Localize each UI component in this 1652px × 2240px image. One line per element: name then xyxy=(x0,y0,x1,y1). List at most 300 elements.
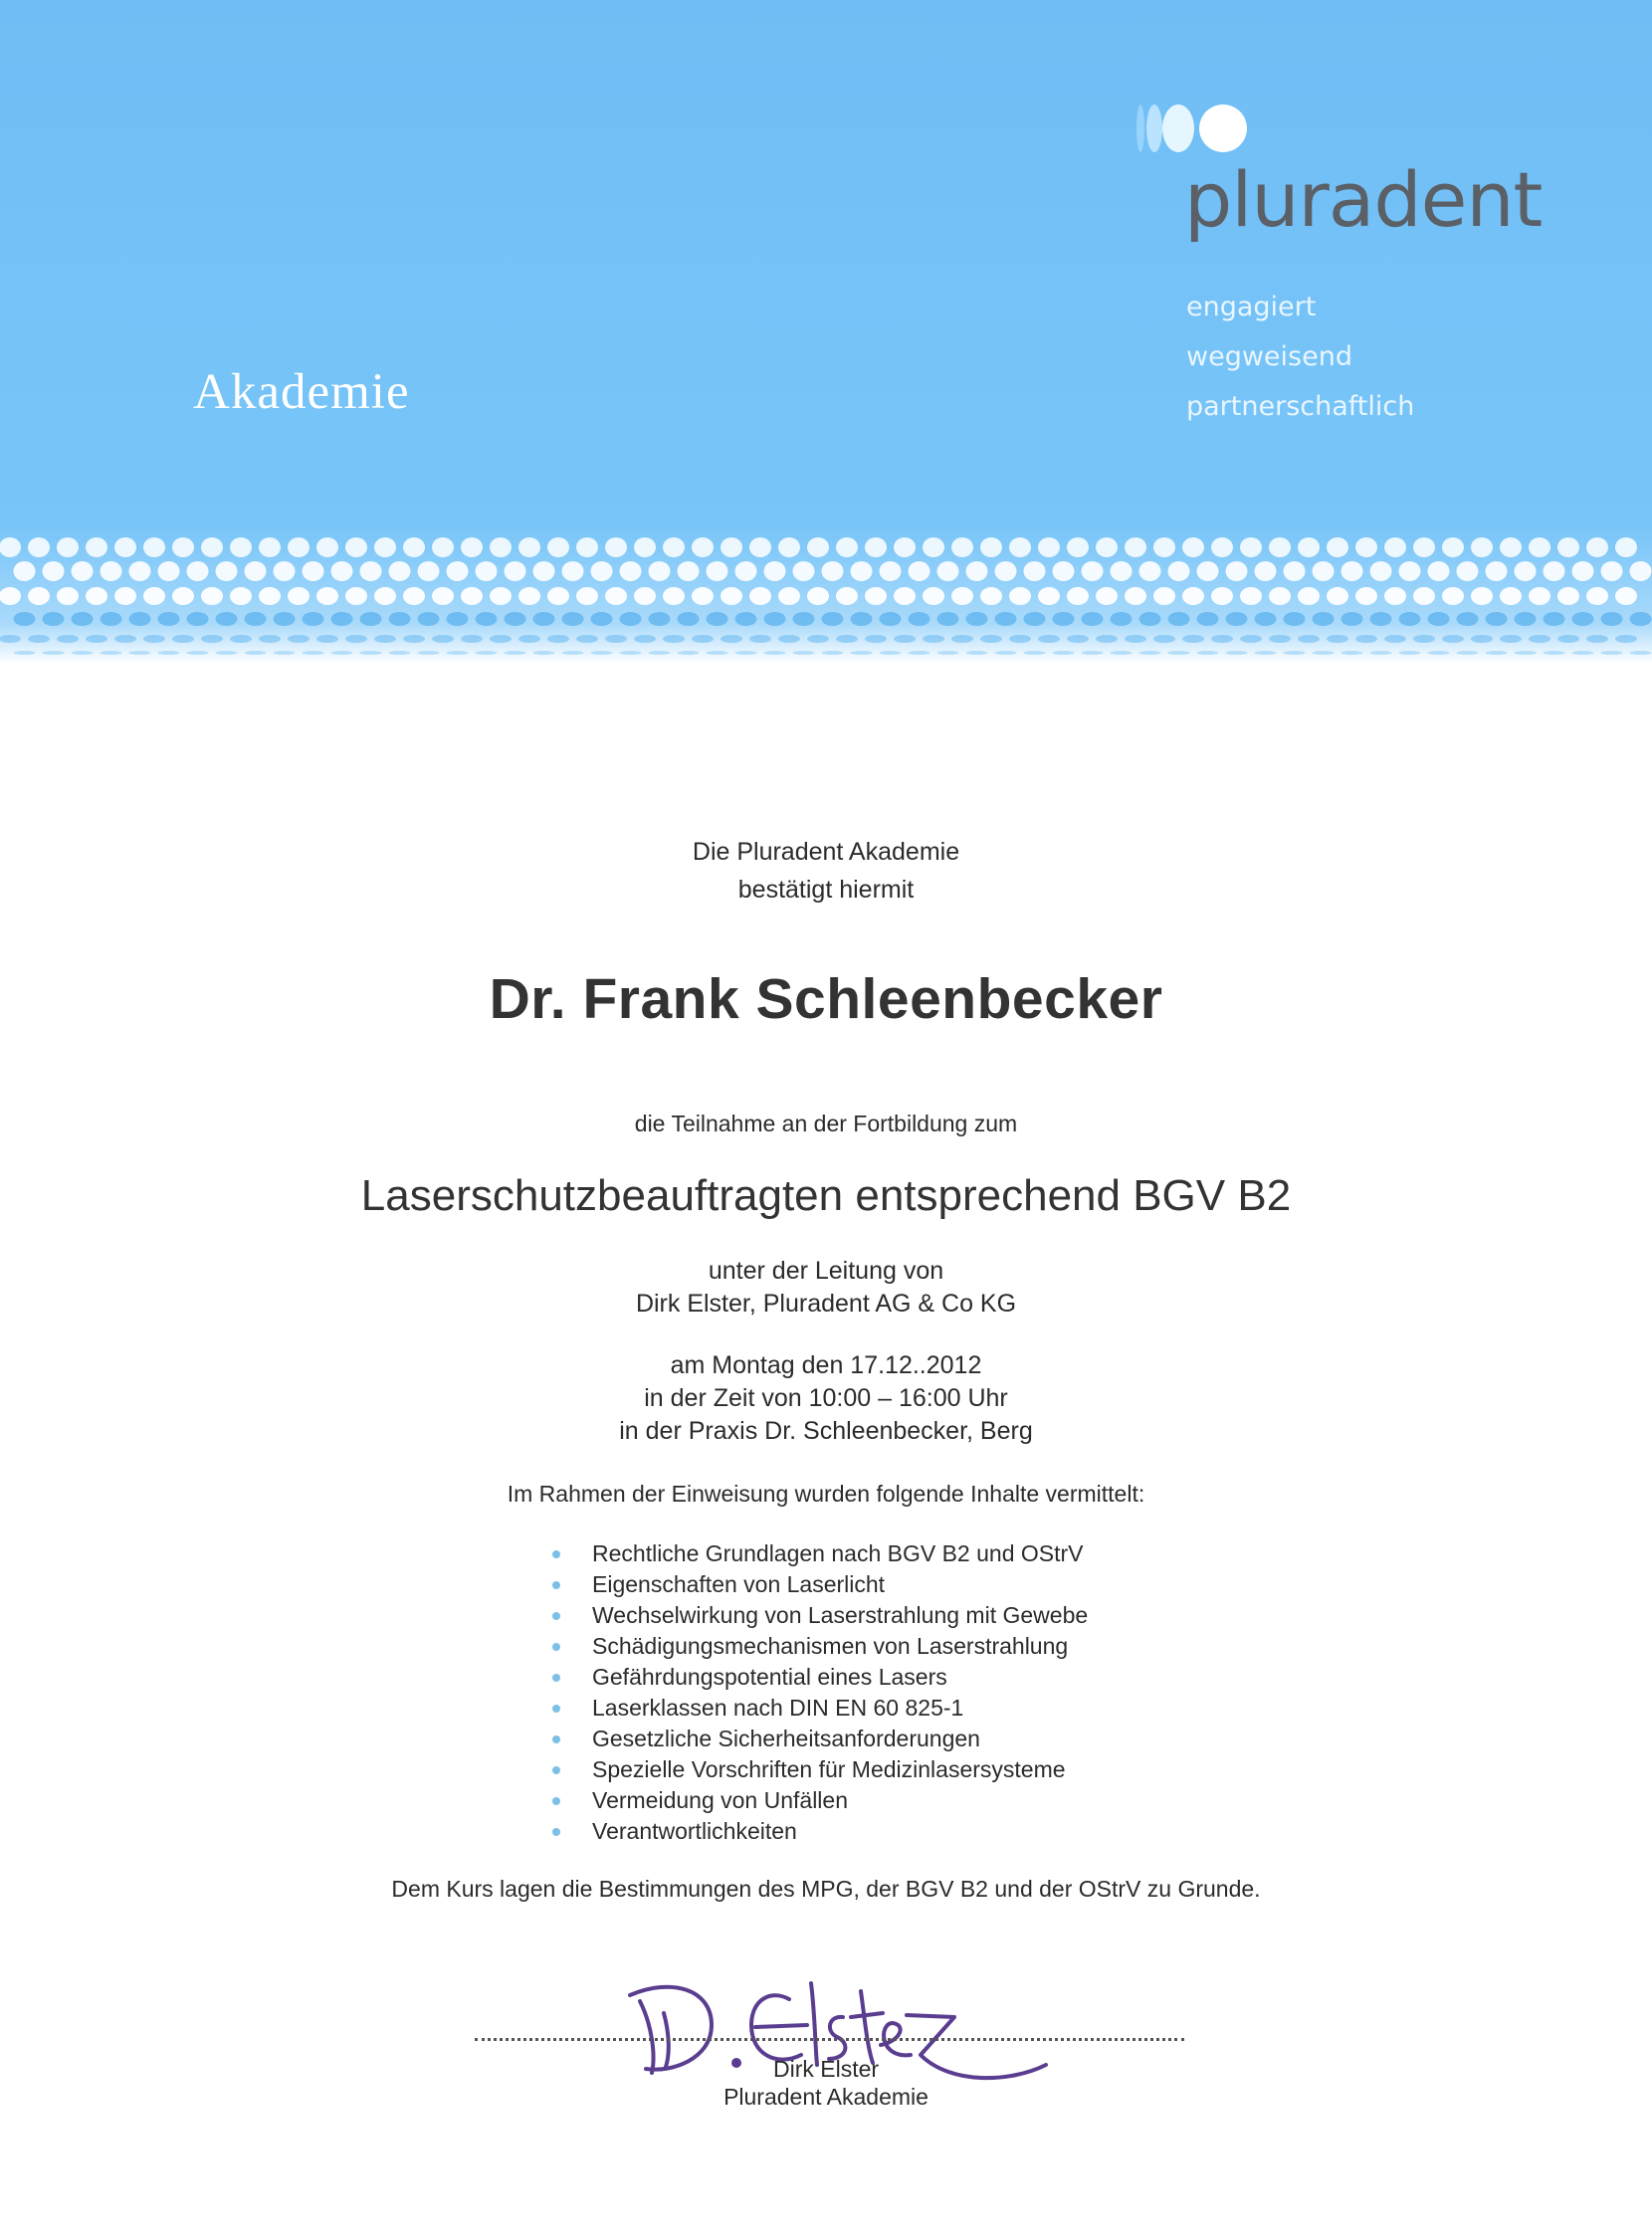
pattern-dot xyxy=(1168,561,1190,581)
pattern-dot xyxy=(490,635,512,643)
pattern-dot xyxy=(1226,561,1248,581)
pattern-dot xyxy=(591,561,613,581)
pattern-dot xyxy=(0,635,21,643)
pattern-dot xyxy=(57,537,79,557)
pattern-dot xyxy=(1197,612,1219,626)
pattern-dot xyxy=(966,651,988,655)
pattern-dot xyxy=(533,561,555,581)
date-line-1: am Montag den 17.12..2012 xyxy=(670,1351,982,1379)
pattern-dot xyxy=(1355,537,1377,557)
intro-line-1: Die Pluradent Akademie xyxy=(692,838,960,866)
pattern-dot xyxy=(143,587,165,605)
pattern-dot xyxy=(201,537,223,557)
pattern-dot xyxy=(1211,635,1233,643)
topic-text: Schädigungsmechanismen von Laserstrahlung xyxy=(592,1633,1069,1659)
pattern-dot xyxy=(1342,561,1363,581)
pattern-dot xyxy=(43,612,65,626)
pattern-dot xyxy=(909,561,930,581)
pattern-dot xyxy=(1082,651,1104,655)
pattern-dot xyxy=(793,561,815,581)
pattern-dot xyxy=(547,537,569,557)
pattern-dot xyxy=(894,537,916,557)
pattern-dot xyxy=(1471,587,1493,605)
pattern-dot xyxy=(807,635,829,643)
pattern-dot xyxy=(1153,635,1175,643)
pattern-dot xyxy=(865,537,887,557)
pattern-dot xyxy=(851,561,873,581)
pattern-dot xyxy=(1471,537,1493,557)
pattern-dot xyxy=(1125,537,1146,557)
pattern-dot xyxy=(345,587,367,605)
pattern-dot xyxy=(1370,651,1392,655)
signer-organization: Pluradent Akademie xyxy=(723,2084,929,2110)
pattern-dot xyxy=(360,612,382,626)
pattern-dot xyxy=(966,561,988,581)
pattern-dot xyxy=(605,635,627,643)
pattern-dot xyxy=(1544,612,1565,626)
pattern-dot xyxy=(114,587,136,605)
pattern-dot xyxy=(0,537,21,557)
pattern-dot xyxy=(1269,635,1291,643)
pattern-dot xyxy=(1009,537,1031,557)
pattern-dot xyxy=(72,651,94,655)
pattern-dot xyxy=(28,587,50,605)
pattern-dot xyxy=(1442,635,1464,643)
bullet-icon xyxy=(552,1674,560,1682)
pattern-dot xyxy=(547,587,569,605)
pattern-dot xyxy=(591,612,613,626)
pattern-dot xyxy=(1500,635,1522,643)
pattern-dot xyxy=(158,612,180,626)
pattern-dot xyxy=(851,651,873,655)
pattern-dot xyxy=(187,612,209,626)
pattern-dot xyxy=(1486,561,1508,581)
pattern-dot xyxy=(158,651,180,655)
pattern-dot xyxy=(937,651,959,655)
pattern-dot xyxy=(1024,612,1046,626)
topic-text: Verantwortlichkeiten xyxy=(592,1818,797,1844)
pattern-dot xyxy=(721,587,742,605)
topic-text: Vermeidung von Unfällen xyxy=(592,1787,848,1813)
pattern-dot xyxy=(1067,635,1089,643)
pattern-dot xyxy=(865,635,887,643)
pattern-dot xyxy=(230,587,252,605)
pattern-dot xyxy=(505,612,526,626)
pattern-dot xyxy=(403,587,425,605)
pattern-dot xyxy=(735,561,757,581)
topic-text: Gefährdungspotential eines Lasers xyxy=(592,1664,947,1690)
pattern-dot xyxy=(1586,635,1608,643)
pattern-dot xyxy=(505,651,526,655)
pattern-dot xyxy=(43,651,65,655)
pattern-dot xyxy=(980,537,1002,557)
signer-name: Dirk Elster xyxy=(772,2056,880,2082)
pattern-dot xyxy=(432,537,454,557)
pattern-dot xyxy=(1038,537,1060,557)
pattern-dot xyxy=(360,651,382,655)
pattern-dot xyxy=(707,651,728,655)
pattern-dot xyxy=(1601,612,1623,626)
pattern-dot xyxy=(1457,612,1479,626)
list-item xyxy=(552,1754,1088,1785)
pattern-dot xyxy=(995,612,1017,626)
pattern-dot xyxy=(28,635,50,643)
pattern-dot xyxy=(620,612,642,626)
pattern-dot xyxy=(476,561,498,581)
pattern-dot xyxy=(389,561,411,581)
pattern-dot xyxy=(86,635,107,643)
course-title: Laserschutzbeauftragten entsprechend BGV B2 xyxy=(360,1171,1292,1220)
pattern-dot xyxy=(14,651,36,655)
pattern-dot xyxy=(951,635,973,643)
pattern-dot xyxy=(1342,612,1363,626)
pattern-dot xyxy=(1572,651,1594,655)
pattern-dot xyxy=(114,635,136,643)
pattern-dot xyxy=(216,612,238,626)
pattern-dot xyxy=(1572,561,1594,581)
topic-text: Laserklassen nach DIN EN 60 825-1 xyxy=(592,1695,964,1721)
pattern-dot xyxy=(995,651,1017,655)
pattern-dot xyxy=(1082,561,1104,581)
pattern-dot xyxy=(1327,587,1348,605)
pattern-dot xyxy=(1529,635,1550,643)
pattern-dot xyxy=(0,587,21,605)
pattern-dot xyxy=(980,635,1002,643)
pattern-dot xyxy=(418,651,440,655)
pattern-dot xyxy=(1153,587,1175,605)
pattern-dot xyxy=(331,651,353,655)
pattern-dot xyxy=(547,635,569,643)
pattern-dot xyxy=(1615,587,1637,605)
pattern-dot xyxy=(432,587,454,605)
pattern-dot xyxy=(649,651,671,655)
pattern-dot xyxy=(562,612,584,626)
pattern-dot xyxy=(678,612,700,626)
pattern-dot xyxy=(951,537,973,557)
topics-intro: Im Rahmen der Einweisung wurden folgende Inhalte vermittelt: xyxy=(507,1481,1145,1507)
pattern-dot xyxy=(1053,561,1075,581)
pattern-dot xyxy=(1284,651,1306,655)
pattern-dot xyxy=(288,587,310,605)
pattern-dot xyxy=(230,635,252,643)
pattern-dot xyxy=(57,587,79,605)
pattern-dot xyxy=(72,561,94,581)
pattern-dot xyxy=(1486,651,1508,655)
pattern-dot xyxy=(749,635,771,643)
pattern-dot xyxy=(374,635,396,643)
pattern-dot xyxy=(143,537,165,557)
pattern-dot xyxy=(634,635,656,643)
pattern-dot xyxy=(663,635,685,643)
pattern-dot xyxy=(1529,537,1550,557)
pattern-dot xyxy=(678,561,700,581)
pattern-dot xyxy=(1399,651,1421,655)
pattern-dot xyxy=(1269,537,1291,557)
list-item xyxy=(552,1569,1088,1600)
tagline-line-1: engagiert xyxy=(1186,292,1317,322)
pattern-dot xyxy=(1544,561,1565,581)
pattern-dot xyxy=(101,612,122,626)
pattern-dot xyxy=(980,587,1002,605)
pattern-dot xyxy=(576,635,598,643)
pattern-dot xyxy=(678,651,700,655)
pattern-dot xyxy=(620,561,642,581)
pattern-dot xyxy=(1413,587,1435,605)
pattern-dot xyxy=(360,561,382,581)
pattern-dot xyxy=(201,587,223,605)
pattern-dot xyxy=(1399,561,1421,581)
pattern-dot xyxy=(1284,612,1306,626)
pattern-dot xyxy=(187,561,209,581)
pattern-dot xyxy=(172,635,194,643)
list-item xyxy=(552,1693,1088,1724)
pattern-dot xyxy=(490,587,512,605)
bullet-icon xyxy=(552,1797,560,1805)
pattern-dot xyxy=(86,537,107,557)
pattern-dot xyxy=(316,635,338,643)
pattern-dot xyxy=(1500,537,1522,557)
pattern-dot xyxy=(562,561,584,581)
pattern-dot xyxy=(1082,612,1104,626)
pattern-dot xyxy=(331,612,353,626)
pattern-dot xyxy=(1572,612,1594,626)
pattern-dot xyxy=(1096,635,1118,643)
pattern-dot xyxy=(836,537,858,557)
pattern-dot xyxy=(822,612,844,626)
pattern-dot xyxy=(1384,635,1406,643)
pattern-dot xyxy=(129,561,151,581)
tagline xyxy=(1186,283,1505,432)
pattern-dot xyxy=(403,635,425,643)
pattern-dot xyxy=(1240,537,1262,557)
pattern-dot xyxy=(721,537,742,557)
pluradent-logo-dots xyxy=(1133,100,1312,159)
pattern-dot xyxy=(591,651,613,655)
pattern-dot xyxy=(518,587,540,605)
pattern-dot xyxy=(1298,537,1320,557)
pattern-dot xyxy=(1355,587,1377,605)
pattern-dot xyxy=(721,635,742,643)
pattern-dot xyxy=(951,587,973,605)
pattern-dot xyxy=(476,651,498,655)
pattern-dot xyxy=(620,651,642,655)
pattern-dot xyxy=(1355,635,1377,643)
pattern-dot xyxy=(447,612,469,626)
pattern-dot xyxy=(937,612,959,626)
pattern-dot xyxy=(1630,651,1652,655)
pattern-dot xyxy=(1038,635,1060,643)
pattern-dot xyxy=(1255,651,1277,655)
pattern-dot xyxy=(707,612,728,626)
pattern-dot xyxy=(793,612,815,626)
pattern-dot xyxy=(101,651,122,655)
pattern-dot xyxy=(1370,561,1392,581)
pattern-dot xyxy=(518,635,540,643)
pattern-dot xyxy=(1211,587,1233,605)
leadership-line-2: Dirk Elster, Pluradent AG & Co KG xyxy=(635,1290,1017,1318)
pattern-dot xyxy=(518,537,540,557)
pattern-dot xyxy=(129,651,151,655)
pattern-dot xyxy=(1182,537,1204,557)
pattern-dot xyxy=(663,537,685,557)
pattern-dot xyxy=(707,561,728,581)
pattern-dot xyxy=(1053,651,1075,655)
bullet-icon xyxy=(552,1705,560,1713)
pattern-dot xyxy=(1457,561,1479,581)
pattern-dot xyxy=(836,587,858,605)
pattern-dot xyxy=(1139,612,1161,626)
pattern-dot xyxy=(245,651,267,655)
pattern-dot xyxy=(316,537,338,557)
pattern-dot xyxy=(1630,612,1652,626)
intro-line-2: bestätigt hiermit xyxy=(737,876,915,904)
pattern-dot xyxy=(1529,587,1550,605)
pattern-dot xyxy=(461,537,483,557)
pattern-dot xyxy=(216,651,238,655)
pattern-dot xyxy=(735,612,757,626)
pattern-dot xyxy=(1111,612,1133,626)
pattern-dot xyxy=(1053,612,1075,626)
pattern-dot xyxy=(259,537,281,557)
dot-pattern-band xyxy=(0,529,1652,664)
pattern-dot xyxy=(923,635,944,643)
list-item xyxy=(552,1631,1088,1662)
pattern-dot xyxy=(605,587,627,605)
pattern-dot xyxy=(1399,612,1421,626)
pattern-dot xyxy=(807,537,829,557)
dot-pattern xyxy=(0,529,1652,664)
pattern-dot xyxy=(1255,612,1277,626)
pattern-dot xyxy=(274,561,296,581)
pattern-dot xyxy=(374,587,396,605)
bullet-icon xyxy=(552,1550,560,1558)
pattern-dot xyxy=(533,612,555,626)
tagline-line-3: partnerschaftlich xyxy=(1186,391,1415,422)
pattern-dot xyxy=(1009,587,1031,605)
pattern-dot xyxy=(880,561,902,581)
topic-text: Gesetzliche Sicherheitsanforderungen xyxy=(592,1726,980,1751)
pattern-dot xyxy=(836,635,858,643)
pattern-dot xyxy=(490,537,512,557)
pattern-dot xyxy=(1153,537,1175,557)
pattern-dot xyxy=(909,651,930,655)
pattern-dot xyxy=(1313,561,1335,581)
pattern-dot xyxy=(764,651,786,655)
pattern-dot xyxy=(1096,537,1118,557)
pattern-dot xyxy=(201,635,223,643)
pattern-dot xyxy=(1139,651,1161,655)
pattern-dot xyxy=(764,561,786,581)
pattern-dot xyxy=(1630,561,1652,581)
pattern-dot xyxy=(1586,537,1608,557)
pattern-dot xyxy=(86,587,107,605)
pattern-dot xyxy=(1515,651,1537,655)
pattern-dot xyxy=(1182,587,1204,605)
pattern-dot xyxy=(1168,612,1190,626)
pattern-dot xyxy=(288,537,310,557)
pattern-dot xyxy=(1384,587,1406,605)
pattern-dot xyxy=(778,537,800,557)
pattern-dot xyxy=(1557,635,1579,643)
pattern-dot xyxy=(894,587,916,605)
pattern-dot xyxy=(1182,635,1204,643)
pattern-dot xyxy=(778,587,800,605)
pattern-dot xyxy=(1457,651,1479,655)
pattern-dot xyxy=(172,537,194,557)
pattern-dot xyxy=(57,635,79,643)
pattern-dot xyxy=(1211,537,1233,557)
akademie-label: Akademie xyxy=(193,364,410,420)
list-item xyxy=(552,1538,1088,1569)
pattern-dot xyxy=(374,537,396,557)
pattern-dot xyxy=(345,635,367,643)
pattern-dot xyxy=(114,537,136,557)
pattern-dot xyxy=(447,651,469,655)
pattern-dot xyxy=(303,561,324,581)
topics-list xyxy=(552,1538,1088,1847)
pattern-dot xyxy=(634,537,656,557)
bullet-icon xyxy=(552,1735,560,1743)
pattern-dot xyxy=(1298,587,1320,605)
pattern-dot xyxy=(1168,651,1190,655)
pattern-dot xyxy=(1370,612,1392,626)
pattern-dot xyxy=(793,651,815,655)
topic-text: Wechselwirkung von Laserstrahlung mit Gewebe xyxy=(592,1602,1089,1628)
pattern-dot xyxy=(1313,612,1335,626)
pattern-dot xyxy=(1428,651,1450,655)
pattern-dot xyxy=(43,561,65,581)
pattern-dot xyxy=(880,651,902,655)
pattern-dot xyxy=(1240,587,1262,605)
pattern-dot xyxy=(230,537,252,557)
pattern-dot xyxy=(663,587,685,605)
pattern-dot xyxy=(937,561,959,581)
pattern-dot xyxy=(1615,537,1637,557)
pattern-dot xyxy=(1111,651,1133,655)
pattern-dot xyxy=(749,537,771,557)
pattern-dot xyxy=(461,587,483,605)
pattern-dot xyxy=(172,587,194,605)
pattern-dot xyxy=(418,612,440,626)
pattern-dot xyxy=(749,587,771,605)
pattern-dot xyxy=(143,635,165,643)
pattern-dot xyxy=(851,612,873,626)
pattern-dot xyxy=(923,587,944,605)
pattern-dot xyxy=(634,587,656,605)
legal-basis: Dem Kurs lagen die Bestimmungen des MPG, der BGV B2 und der OStrV zu Grunde. xyxy=(391,1876,1261,1902)
pattern-dot xyxy=(1255,561,1277,581)
pattern-dot xyxy=(995,561,1017,581)
pattern-dot xyxy=(14,561,36,581)
pattern-dot xyxy=(1226,612,1248,626)
pattern-dot xyxy=(1226,651,1248,655)
header-banner xyxy=(0,0,1652,529)
pattern-dot xyxy=(245,612,267,626)
pattern-dot xyxy=(1240,635,1262,643)
pattern-dot xyxy=(259,635,281,643)
pattern-dot xyxy=(345,537,367,557)
pattern-dot xyxy=(1471,635,1493,643)
bullet-icon xyxy=(552,1643,560,1651)
pattern-dot xyxy=(692,537,714,557)
leadership-line-1: unter der Leitung von xyxy=(708,1257,944,1285)
pattern-dot xyxy=(807,587,829,605)
pattern-dot xyxy=(28,537,50,557)
signature-line xyxy=(475,2038,1184,2041)
pattern-dot xyxy=(576,537,598,557)
bullet-icon xyxy=(552,1581,560,1589)
pattern-dot xyxy=(101,561,122,581)
